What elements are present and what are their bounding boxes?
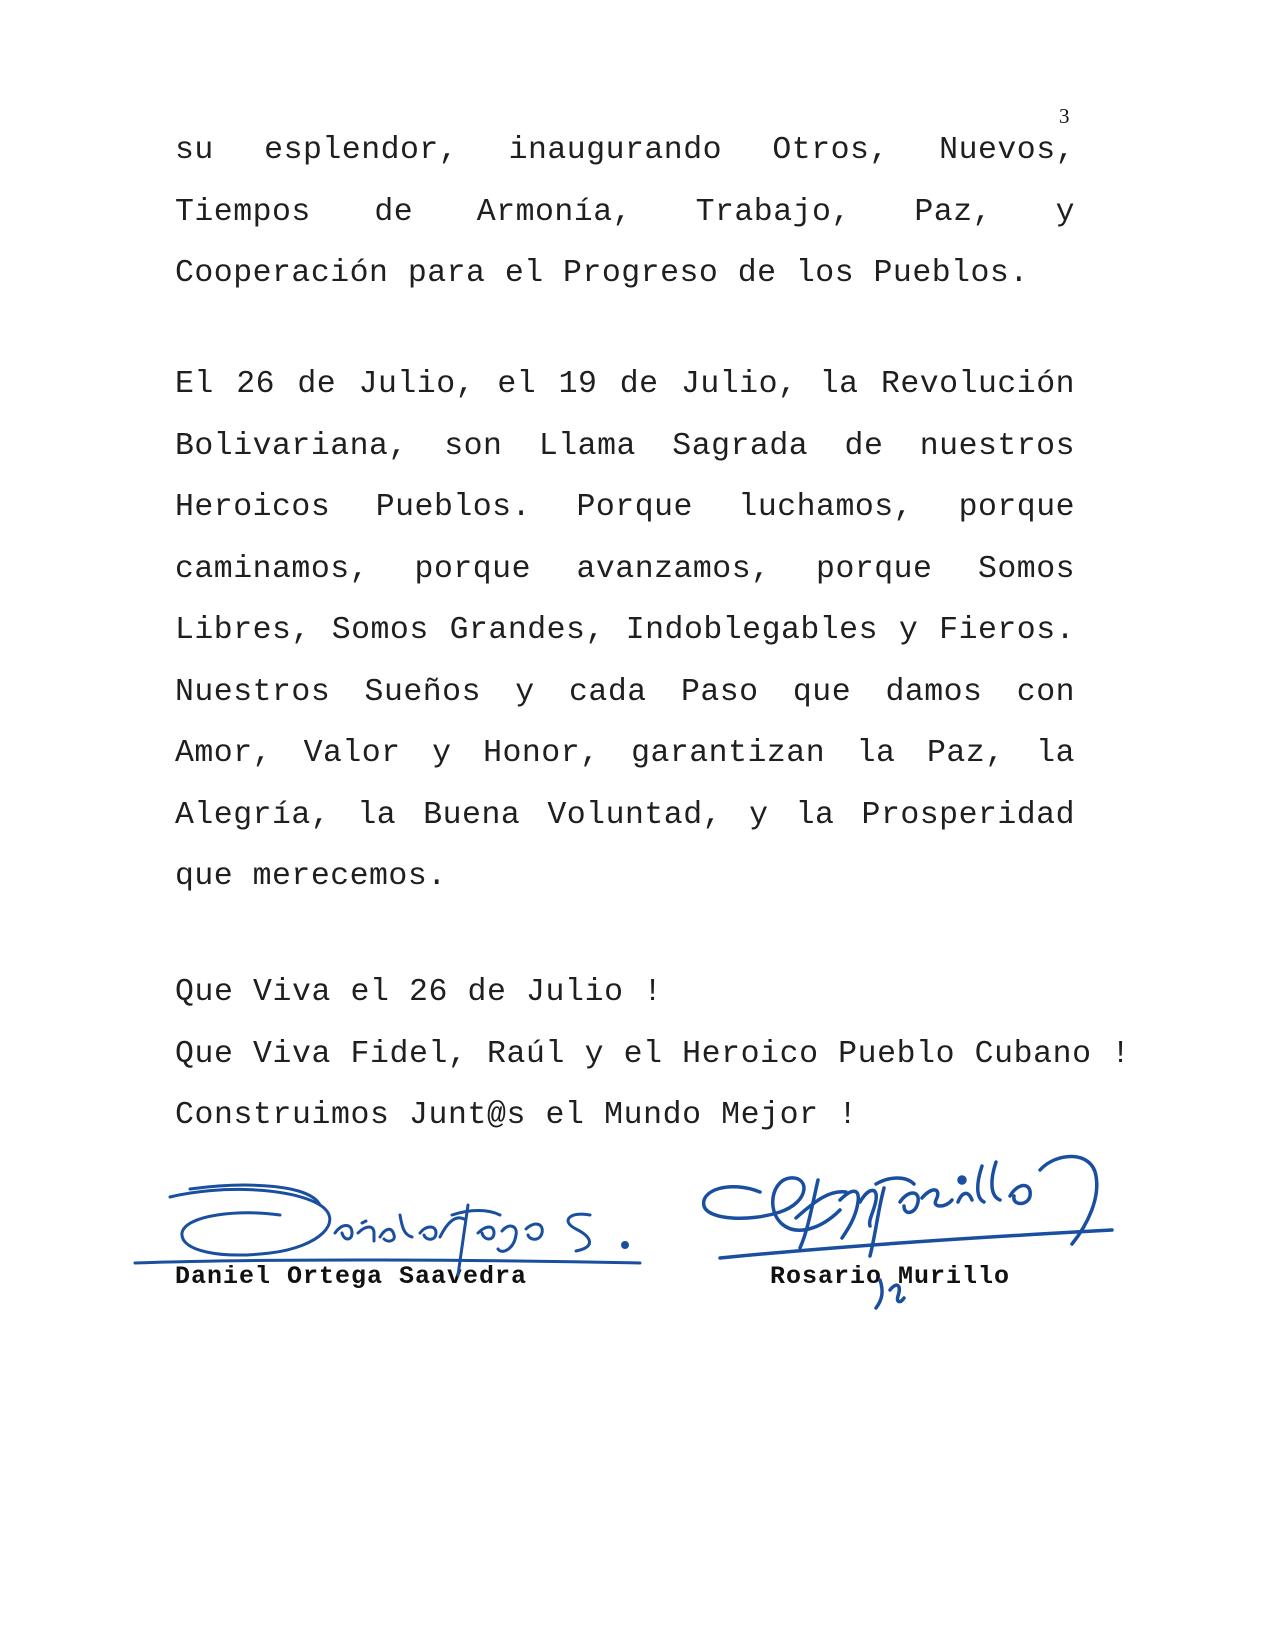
- closing-exclamations: [175, 962, 1131, 1147]
- body-paragraph: [175, 354, 1075, 908]
- closing-line: Que Viva Fidel, Raúl y el Heroico Pueblo Cubano !: [175, 1036, 1131, 1072]
- closing-line: Que Viva el 26 de Julio !: [175, 975, 663, 1010]
- signatory-name-ortega: Daniel Ortega Saavedra: [175, 1262, 528, 1291]
- page-number: 3: [1059, 104, 1070, 128]
- signatory-name-murillo: Rosario Murillo: [770, 1262, 1011, 1291]
- paragraph-text: su esplendor, inaugurando Otros, Nuevos, Tiempos de Armonía, Trabajo, Paz, y Cooperación para el Progreso de los Pueblos.: [175, 133, 1075, 291]
- closing-line: Construimos Junt@s el Mundo Mejor !: [175, 1098, 858, 1133]
- paragraph-text: El 26 de Julio, el 19 de Julio, la Revolución Bolivariana, son Llama Sagrada de nuestros Heroicos Pueblos. Porque luchamos, porque caminamos, porque avanzamos, porque Somos Libres, Somos Grandes, Indoblegables y Fieros. Nuestros Sueños y cada Paso que damos con Amor, Valor y Honor, garantizan la Paz, la Alegría, la Buena Voluntad, y la Prosperidad que merecemos.: [175, 367, 1075, 894]
- body-paragraph: [175, 120, 1075, 305]
- signature-ortega: [130, 1175, 680, 1305]
- signature-murillo: [700, 1140, 1170, 1340]
